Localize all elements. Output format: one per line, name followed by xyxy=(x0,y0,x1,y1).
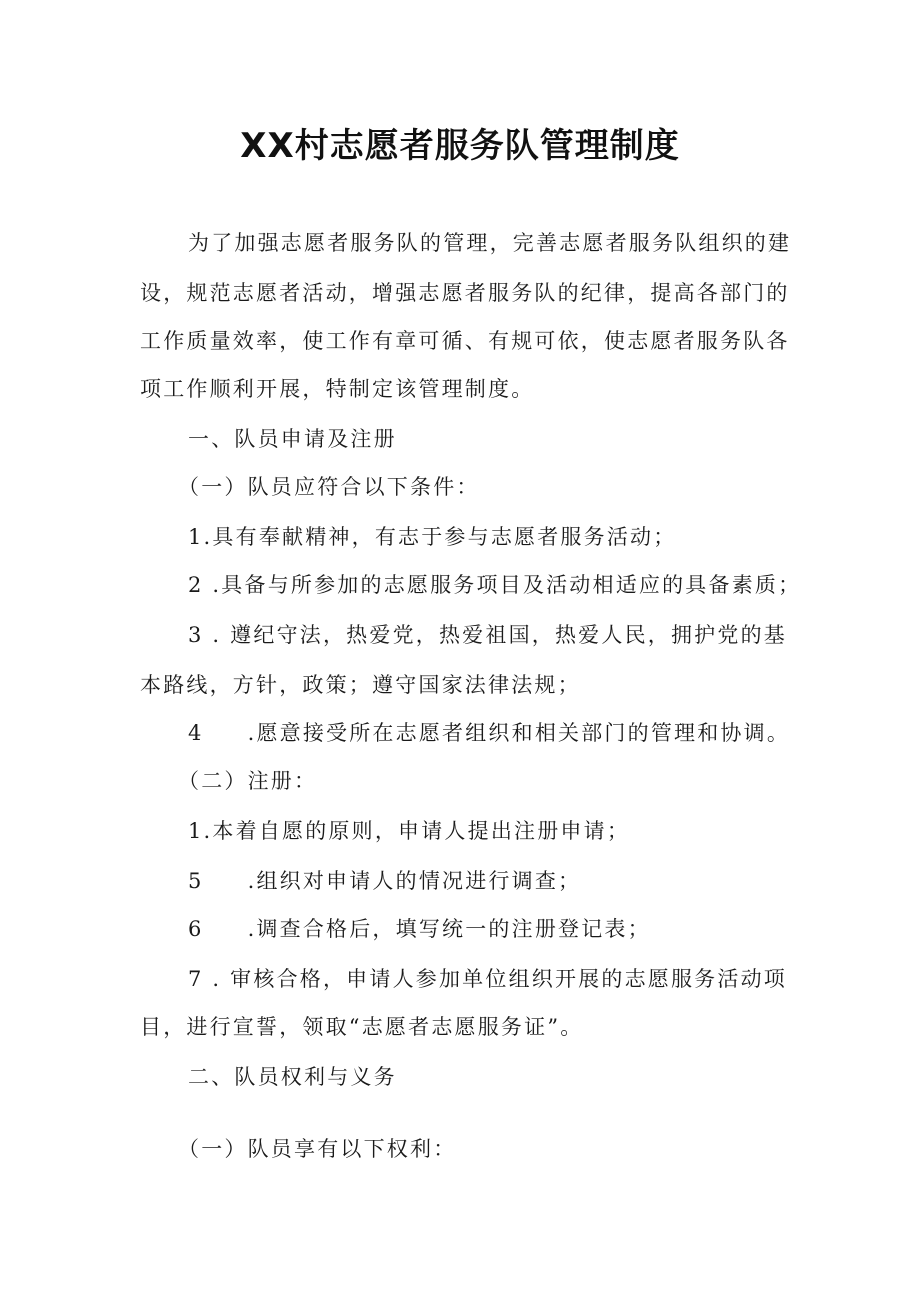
condition-item-1: 1.具有奉献精神，有志于参与志愿者服务活动； xyxy=(188,525,677,549)
section-2-heading: 二、队员权利与义务 xyxy=(188,1065,397,1089)
intro-line-3: 工作质量效率，使工作有章可循、有规可依，使志愿者服务队各 xyxy=(140,329,790,353)
registration-item-1: 1.本着自愿的原则，申请人提出注册申请； xyxy=(188,819,631,843)
intro-line-4: 项工作顺利开展，特制定该管理制度。 xyxy=(140,377,535,401)
condition-item-3-line-2: 本路线，方针，政策；遵守国家法律法规； xyxy=(140,673,581,697)
section-1-heading: 一、队员申请及注册 xyxy=(188,427,397,451)
condition-item-2: 2 .具备与所参加的志愿服务项目及活动相适应的具备素质； xyxy=(188,573,802,597)
intro-line-1: 为了加强志愿者服务队的管理，完善志愿者服务队组织的建 xyxy=(188,231,792,255)
document-title: XX村志愿者服务队管理制度 xyxy=(240,126,680,166)
section-1-sub-1-heading: （一）队员应符合以下条件： xyxy=(178,475,480,499)
condition-item-4 xyxy=(188,718,790,748)
condition-item-4-text: .愿意接受所在志愿者组织和相关部门的管理和协调。 xyxy=(247,721,791,745)
registration-item-6-text: .调查合格后，填写统一的注册登记表； xyxy=(247,917,651,941)
condition-item-4-number: 4 xyxy=(188,721,204,745)
registration-item-5-number: 5 xyxy=(188,869,204,893)
registration-item-7-line-1: 7 . 审核合格，申请人参加单位组织开展的志愿服务活动项 xyxy=(188,967,787,991)
registration-item-7-line-2: 目，进行宣誓，领取“志愿者志愿服务证”。 xyxy=(140,1015,584,1039)
section-2-sub-1-heading: （一）队员享有以下权利： xyxy=(178,1137,457,1161)
condition-item-3-line-1: 3 . 遵纪守法，热爱党，热爱祖国，热爱人民，拥护党的基 xyxy=(188,623,787,647)
intro-line-2: 设，规范志愿者活动，增强志愿者服务队的纪律，提高各部门的 xyxy=(140,281,790,305)
registration-item-6 xyxy=(188,914,651,944)
registration-item-6-number: 6 xyxy=(188,917,204,941)
section-1-sub-2-heading: （二）注册： xyxy=(178,769,318,793)
registration-item-5 xyxy=(188,866,581,896)
registration-item-5-text: .组织对申请人的情况进行调查； xyxy=(247,869,582,893)
